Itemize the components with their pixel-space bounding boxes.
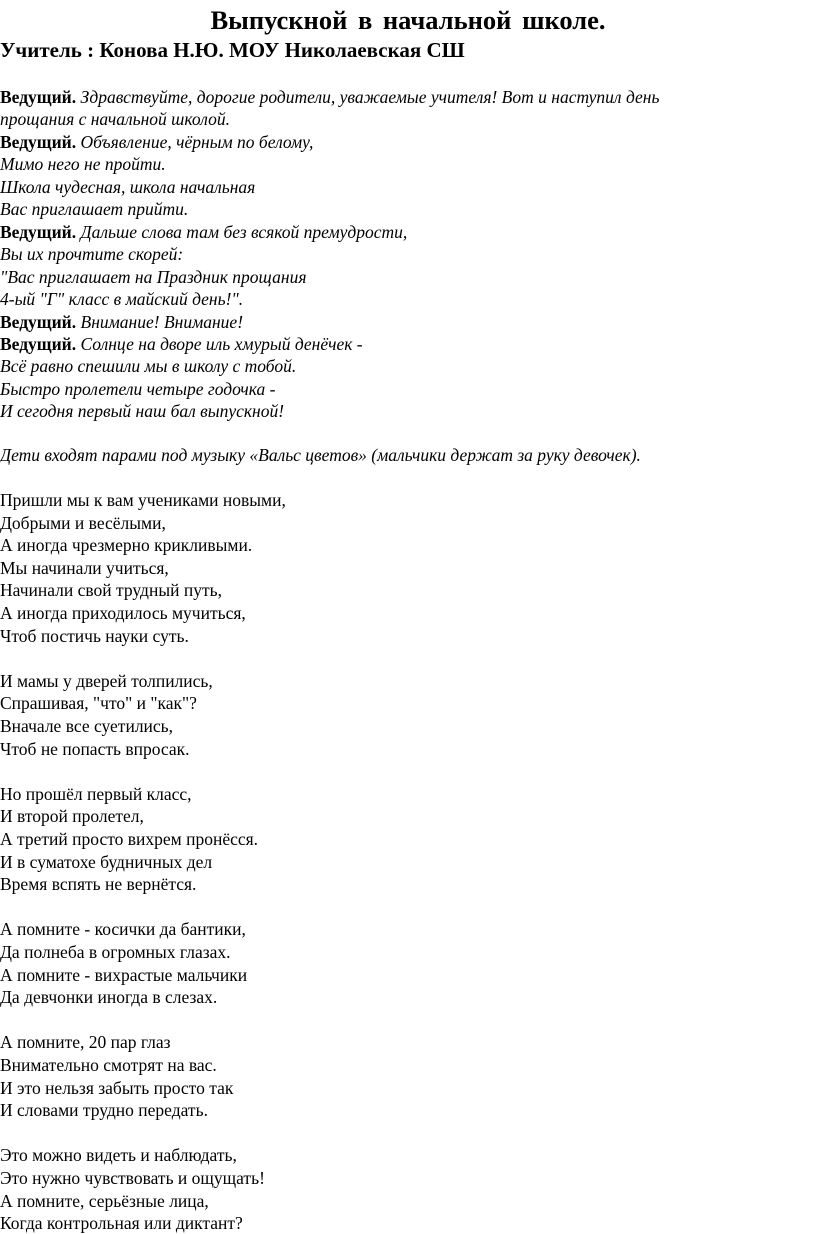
- page-title: Выпускной в начальной школе.: [210, 5, 606, 35]
- poem-line: Когда контрольная или диктант?: [0, 1213, 243, 1234]
- poem-line: А помните, серьёзные лица,: [0, 1190, 209, 1211]
- poem-line: Время вспять не вернётся.: [0, 874, 197, 895]
- dialogue-text: Всё равно спешили мы в школу с тобой.: [0, 356, 297, 377]
- dialogue-text: Дальше слова там без всякой премудрости,: [76, 221, 408, 242]
- poem-line: Чтоб постичь науки суть.: [0, 625, 189, 646]
- speaker-label: Ведущий.: [0, 333, 77, 354]
- dialogue-text: Мимо него не пройти.: [0, 154, 166, 175]
- poem-line: И это нельзя забыть просто так: [0, 1077, 234, 1098]
- speaker-label: Ведущий.: [0, 87, 77, 107]
- poem-line: А помните, 20 пар глаз: [0, 1032, 171, 1053]
- dialogue-line: [0, 108, 230, 130]
- speaker-label: Ведущий.: [0, 311, 77, 332]
- poem-line: И в суматохе будничных дел: [0, 851, 213, 872]
- dialogue-text: Внимание! Внимание!: [76, 311, 244, 332]
- speaker-label: Ведущий.: [0, 221, 77, 242]
- dialogue-line: [0, 311, 243, 333]
- dialogue-line: [0, 221, 407, 243]
- dialogue-text: Вы их прочтите скорей:: [0, 244, 184, 265]
- dialogue-line: [0, 243, 183, 265]
- dialogue-text: Вас приглашает прийти.: [0, 199, 189, 220]
- poem-line: Но прошёл первый класс,: [0, 783, 192, 804]
- dialogue-line: [0, 153, 166, 175]
- poem-line: И мамы у дверей толпились,: [0, 670, 213, 691]
- poem-line: И второй пролетел,: [0, 806, 144, 827]
- dialogue-line: [0, 378, 275, 400]
- stage-direction: Дети входят парами под музыку «Вальс цветов» (мальчики держат за руку девочек).: [0, 445, 641, 465]
- poem-line: Спрашивая, "что" и "как"?: [0, 693, 197, 714]
- poem-line: А помните - вихрастые мальчики: [0, 964, 248, 985]
- poem-line: Да девчонки иногда в слезах.: [0, 987, 218, 1008]
- poem-line: А третий просто вихрем пронёсся.: [0, 829, 259, 849]
- poem-line: И словами трудно передать.: [0, 1100, 208, 1121]
- author-line: Учитель : Конова Н.Ю. МОУ Николаевская СШ: [0, 38, 465, 62]
- dialogue-text: 4-ый "Г" класс в майский день!".: [0, 289, 244, 310]
- poem-line: А иногда приходилось мучиться,: [0, 603, 246, 623]
- poem-line: Это нужно чувствовать и ощущать!: [0, 1168, 265, 1188]
- dialogue-text: Школа чудесная, школа начальная: [0, 176, 256, 197]
- dialogue-line: [0, 333, 363, 355]
- poem-line: Пришли мы к вам учениками новыми,: [0, 490, 286, 510]
- dialogue-text: прощания с начальной школой.: [0, 109, 230, 130]
- poem-line: Чтоб не попасть впросак.: [0, 738, 190, 759]
- dialogue-text: Объявление, чёрным по белому,: [76, 131, 314, 152]
- poem-line: Внимательно смотрят на вас.: [0, 1055, 217, 1075]
- poem-line: Начинали свой трудный путь,: [0, 580, 222, 601]
- poem-line: А помните - косички да бантики,: [0, 919, 246, 940]
- dialogue-text: Здравствуйте, дорогие родители, уважаемые учителя! Вот и наступил день: [76, 87, 660, 107]
- dialogue-line: [0, 266, 306, 288]
- poem-line: Вначале все суетились,: [0, 716, 174, 736]
- poem-line: Добрыми и весёлыми,: [0, 512, 166, 533]
- dialogue-line: [0, 355, 296, 377]
- poem-line: Это можно видеть и наблюдать,: [0, 1145, 237, 1166]
- dialogue-line: [0, 131, 313, 153]
- dialogue-line: [0, 288, 243, 310]
- dialogue-text: "Вас приглашает на Праздник прощания: [0, 266, 307, 287]
- poem-line: Мы начинали учиться,: [0, 557, 169, 578]
- dialogue-text: Быстро пролетели четыре годочка -: [0, 378, 276, 399]
- dialogue-line: [0, 176, 255, 198]
- poem-line: Да полнеба в огромных глазах.: [0, 942, 231, 962]
- dialogue-text: Солнце на дворе иль хмурый денёчек -: [76, 333, 363, 354]
- dialogue-text: И сегодня первый наш бал выпускной!: [0, 401, 285, 422]
- speaker-label: Ведущий.: [0, 131, 77, 152]
- dialogue-line: [0, 86, 659, 108]
- poem-line: А иногда чрезмерно крикливыми.: [0, 535, 253, 556]
- dialogue-line: [0, 198, 188, 220]
- dialogue-line: [0, 400, 284, 422]
